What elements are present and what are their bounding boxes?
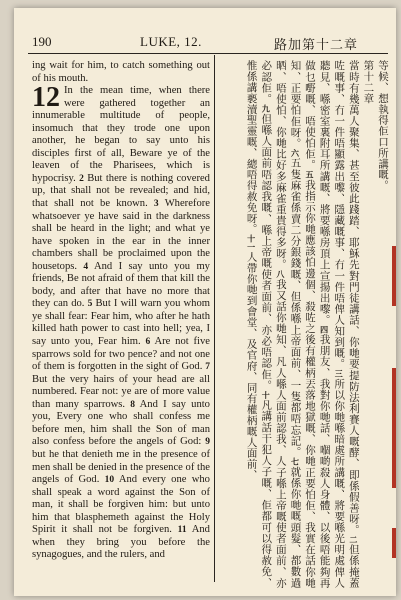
- book-title-chinese: 路加第十二章: [274, 37, 359, 52]
- verse-number-10: 10: [104, 475, 115, 486]
- english-chapter-text: [32, 82, 211, 562]
- page-number: 190: [32, 34, 52, 49]
- verse-8: And I say unto you, Every one who shall confess me before men, him shall the Son of man also confess before the angels of God:: [32, 398, 210, 448]
- zh-verse-5: 我指示你哋應該怕邊個、殺咗之後有權柄丟落地獄嘅、你哋正要怕佢、我實在話你哋知、正要怕佢呀。: [289, 60, 317, 588]
- header-rule: [28, 53, 388, 54]
- verse-number-3: 3: [153, 199, 159, 210]
- page-edge-mark: [392, 246, 396, 306]
- book-title-english: LUKE, 12.: [140, 34, 202, 49]
- english-carry-over: [32, 60, 210, 85]
- zh-verse-number-9: 九: [261, 104, 272, 114]
- zh-verse-1: 當時有幾萬人聚集、甚至彼此踐踏、耶穌先對門徒講話、你哋要提防法利賽人嘅酵、即係假善呀。: [347, 60, 360, 536]
- zh-verse-number-4: 四: [319, 325, 330, 334]
- verse-number-8: 8: [130, 399, 136, 410]
- verse-number-2: 2: [79, 173, 84, 184]
- verse-5: But I will warn you whom ye shall fear: Fear him, who after he hath killed hath power to cast into hell; yea, I say unto you, Fear him.: [32, 298, 211, 348]
- zh-verse-number-7: 七: [290, 457, 301, 467]
- zh-verse-number-8: 八: [275, 270, 286, 279]
- verse-1: In the mean time, when there were gathered together an innumerable multitude of people, insomuch that they trode one upon another, he began to say unto his disciples first of all, Beware ye of the leaven of the Pharisees, which is hypocrisy.: [32, 85, 210, 184]
- zh-verse-8: 我又話你哋知、凡人喺人面前認我、人子喺上帝嘅使者面前、亦必認佢。: [260, 60, 287, 588]
- zh-verse-number-11: 十一: [246, 234, 257, 252]
- zh-verse-number-2: 二: [348, 535, 359, 544]
- english-column: [32, 60, 210, 562]
- verse-9: but he that denieth me in the presence of men shall be denied in the presence of the angels of God.: [32, 448, 210, 486]
- verse-6: Are not five sparrows sold for two pence? and not one of them is forgotten in the sight of God.: [32, 336, 210, 373]
- zh-verse-6: 五隻麻雀係賣二分銀錢嘅、但係喺上帝面前、一隻都唔忘記。: [289, 157, 302, 458]
- page-edge-mark: [392, 528, 396, 558]
- verse-number-5: 5: [87, 299, 93, 310]
- zh-verse-10: 凡講話干犯人子嘅、佢都可以得赦免、惟係講褻瀆聖靈嘅、總唔得赦免呀。: [245, 60, 273, 588]
- zh-verse-9: 但喺人面前唔認我嘅、喺上帝嘅使者面前、亦必唔認佢。: [260, 113, 273, 391]
- verse-3: Wherefore whatsoever ye have said in the darkness shall be heard in the light; and what ye have spoken in the ear in the inner chambers shall be proclaimed upon the housetops.: [32, 198, 210, 272]
- zh-verse-3: 所以你哋喺暗處所講嘅、將要喺光明處俾人聽見、喺密室裏附耳所講嘅、將要喺房頂上宣揚出嚟。: [318, 60, 346, 588]
- chinese-verses: [244, 60, 361, 588]
- chinese-chapter-heading: 第十二章: [362, 60, 375, 104]
- zh-verse-4: 我朋友、我對你哋話、嗰啲殺人身體、以後唔能夠再做乜嘢嘅、唔使怕佢。: [304, 60, 331, 588]
- zh-verse-number-5: 五: [305, 170, 316, 180]
- carry-over-text: ing wait for him, to catch something out of his mouth.: [32, 60, 210, 84]
- page-header: [24, 34, 388, 52]
- chinese-column: [220, 60, 390, 588]
- verse-2: But there is nothing covered up, that shall not be revealed; and hid, that shall not be known.: [32, 172, 210, 210]
- column-divider: [214, 55, 215, 582]
- verse-10: And every one who shall speak a word against the Son of man, it shall be forgiven him: but unto him that blasphemeth against the Holy Spirit it shall not be forgiven.: [32, 474, 210, 536]
- zh-verse-11: 人帶你哋到會堂、及官府、同有權柄嘅人面前、: [245, 251, 258, 481]
- verse-number-7: 7: [205, 362, 211, 373]
- zh-verse-number-6: 六: [290, 148, 301, 158]
- verse-number-6: 6: [145, 337, 151, 348]
- verse-number-11: 11: [177, 525, 187, 536]
- verse-number-4: 4: [83, 261, 89, 272]
- zh-verse-number-10: 十: [261, 390, 272, 400]
- chapter-number: 12: [32, 82, 60, 114]
- chinese-carry-over: 等候、想執得佢口所講嘅。: [377, 60, 389, 191]
- verse-7: But the very hairs of your head are all numbered. Fear not: ye are of more value than many sparrows.: [32, 373, 210, 410]
- zh-verse-2: 但係掩蓋咗嘅事、冇一件唔顯露出嚟、隱藏嘅事、冇一件唔俾人知到嘅。: [333, 60, 360, 588]
- verse-4: And I say unto you my friends, Be not afraid of them that kill the body, and after that have no more that they can do.: [32, 260, 210, 310]
- zh-verse-7: 就係你哋嘅頭髮、都數過晒、唔使怕、你哋比好多麻雀重貴得多呀。: [274, 60, 302, 588]
- page-edge-mark: [392, 368, 396, 488]
- verse-11: And when they bring you before the synagogues, and the rulers, and: [32, 524, 210, 561]
- zh-verse-number-3: 三: [334, 369, 345, 379]
- bible-page: [14, 8, 396, 596]
- verse-number-9: 9: [205, 437, 210, 448]
